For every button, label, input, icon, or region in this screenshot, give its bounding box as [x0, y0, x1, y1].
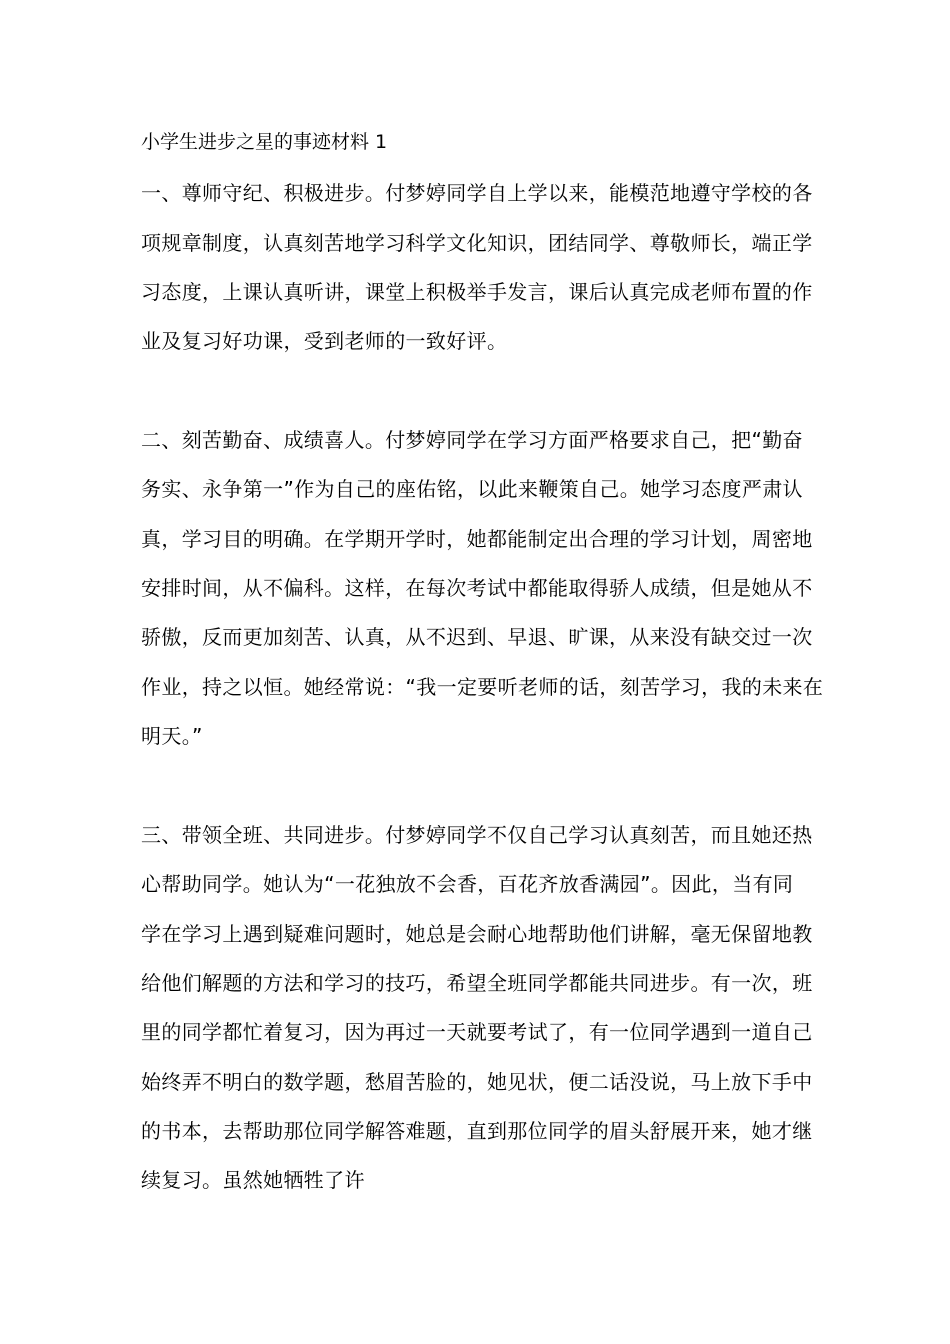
paragraph-1-line-4: 业及复习好功课，受到老师的一致好评。: [141, 329, 508, 353]
paragraph-2-line-5: 骄傲，反而更加刻苦、认真，从不迟到、早退、旷课，从来没有缺交过一次: [141, 625, 813, 649]
paragraph-3-line-5: 里的同学都忙着复习，因为再过一天就要考试了，有一位同学遇到一道自己: [141, 1020, 813, 1044]
paragraph-3-line-6: 始终弄不明白的数学题，愁眉苦脸的，她见状，便二话没说，马上放下手中: [141, 1070, 813, 1094]
document-title: 小学生进步之星的事迹材料 1: [141, 131, 388, 153]
paragraph-1-line-3: 习态度，上课认真听讲，课堂上积极举手发言，课后认真完成老师布置的作: [141, 280, 813, 304]
paragraph-3-line-7: 的书本，去帮助那位同学解答难题，直到那位同学的眉头舒展开来，她才继: [141, 1119, 813, 1143]
paragraph-2-line-4: 安排时间，从不偏科。这样，在每次考试中都能取得骄人成绩，但是她从不: [141, 576, 813, 600]
paragraph-1-line-1: 一、尊师守纪、积极进步。付梦婷同学自上学以来，能模范地遵守学校的各: [141, 181, 813, 205]
paragraph-3-line-2: 心帮助同学。她认为“一花独放不会香，百花齐放香满园”。因此，当有同: [141, 872, 794, 896]
paragraph-3-line-8: 续复习。虽然她牺牲了许: [141, 1168, 365, 1192]
paragraph-3-line-1: 三、带领全班、共同进步。付梦婷同学不仅自己学习认真刻苦，而且她还热: [141, 823, 813, 847]
paragraph-3-line-4: 给他们解题的方法和学习的技巧，希望全班同学都能共同进步。有一次，班: [141, 971, 813, 995]
paragraph-3-line-3: 学在学习上遇到疑难问题时，她总是会耐心地帮助他们讲解，毫无保留地教: [141, 922, 813, 946]
paragraph-2-line-3: 真，学习目的明确。在学期开学时，她都能制定出合理的学习计划，周密地: [141, 527, 813, 551]
paragraph-2-line-1: 二、刻苦勤奋、成绩喜人。付梦婷同学在学习方面严格要求自己，把“勤奋: [141, 428, 803, 452]
paragraph-2-line-7: 明天。”: [141, 724, 203, 748]
paragraph-2-line-2: 务实、永争第一”作为自己的座佑铭，以此来鞭策自己。她学习态度严肃认: [141, 477, 803, 501]
paragraph-2-line-6: 作业，持之以恒。她经常说：“我一定要听老师的话，刻苦学习，我的未来在: [141, 675, 824, 699]
paragraph-1-line-2: 项规章制度，认真刻苦地学习科学文化知识，团结同学、尊敬师长，端正学: [141, 231, 813, 255]
